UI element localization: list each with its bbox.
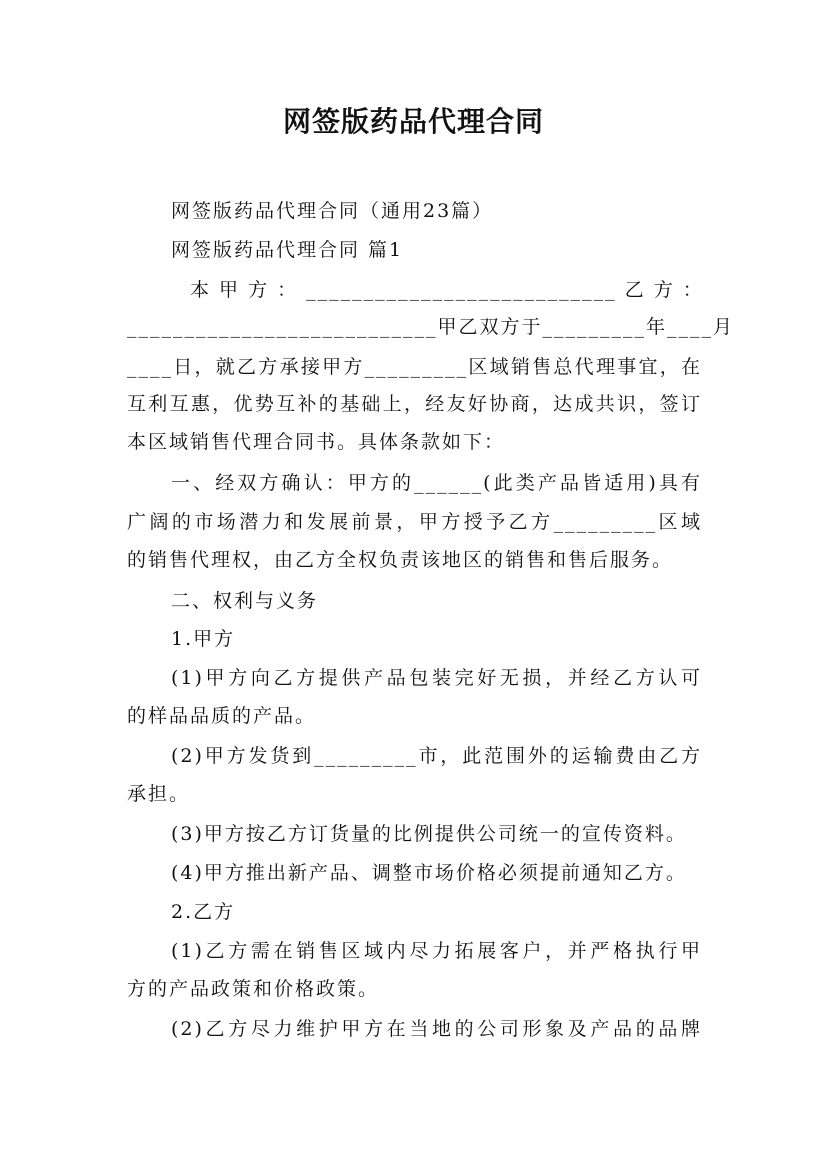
subtitle-line: 网签版药品代理合同（通用23篇） [171, 200, 494, 222]
paragraph-line: (1)甲方向乙方提供产品包装完好无损，并经乙方认可 [171, 667, 702, 689]
paragraph-line: 广阔的市场潜力和发展前景，甲方授予乙方_________区域 [127, 511, 702, 533]
section-heading-line: 二、权利与义务 [171, 590, 319, 612]
paragraph-line: 的样品品质的产品。 [127, 705, 317, 727]
paragraph-line: 的销售代理权，由乙方全权负责该地区的销售和售后服务。 [127, 549, 674, 571]
paragraph-line: (2)乙方尽力维护甲方在当地的公司形象及产品的品牌 [171, 1018, 702, 1040]
section-heading-line: 网签版药品代理合同 篇1 [171, 239, 404, 261]
paragraph-line: (1)乙方需在销售区域内尽力拓展客户，并严格执行甲 [171, 940, 702, 962]
paragraph-line: 本区域销售代理合同书。具体条款如下： [127, 431, 506, 453]
paragraph-line: 方的产品政策和价格政策。 [127, 978, 380, 1000]
paragraph-line: (4)甲方推出新产品、调整市场价格必须提前通知乙方。 [171, 862, 687, 884]
paragraph-line: ___________________________甲乙双方于_________年____月 [127, 316, 735, 338]
document-title: 网签版药品代理合同 [282, 105, 544, 138]
paragraph-line: (2)甲方发货到_________市，此范围外的运输费由乙方 [171, 745, 702, 767]
paragraph-line: ____日，就乙方承接甲方_________区域销售总代理事宜，在 [127, 356, 702, 378]
paragraph-line: 互利互惠，优势互补的基础上，经友好协商，达成共识，签订 [127, 393, 702, 415]
paragraph-line: (3)甲方按乙方订货量的比例提供公司统一的宣传资料。 [171, 823, 687, 845]
paragraph-line: 承担。 [127, 783, 191, 805]
paragraph-line: 一、经双方确认：甲方的______(此类产品皆适用)具有 [171, 472, 702, 494]
subsection-heading-line: 1.甲方 [171, 628, 236, 650]
subsection-heading-line: 2.乙方 [171, 901, 236, 923]
paragraph-line: 本 甲 方 ： ___________________________ 乙 方 ： [190, 279, 704, 301]
